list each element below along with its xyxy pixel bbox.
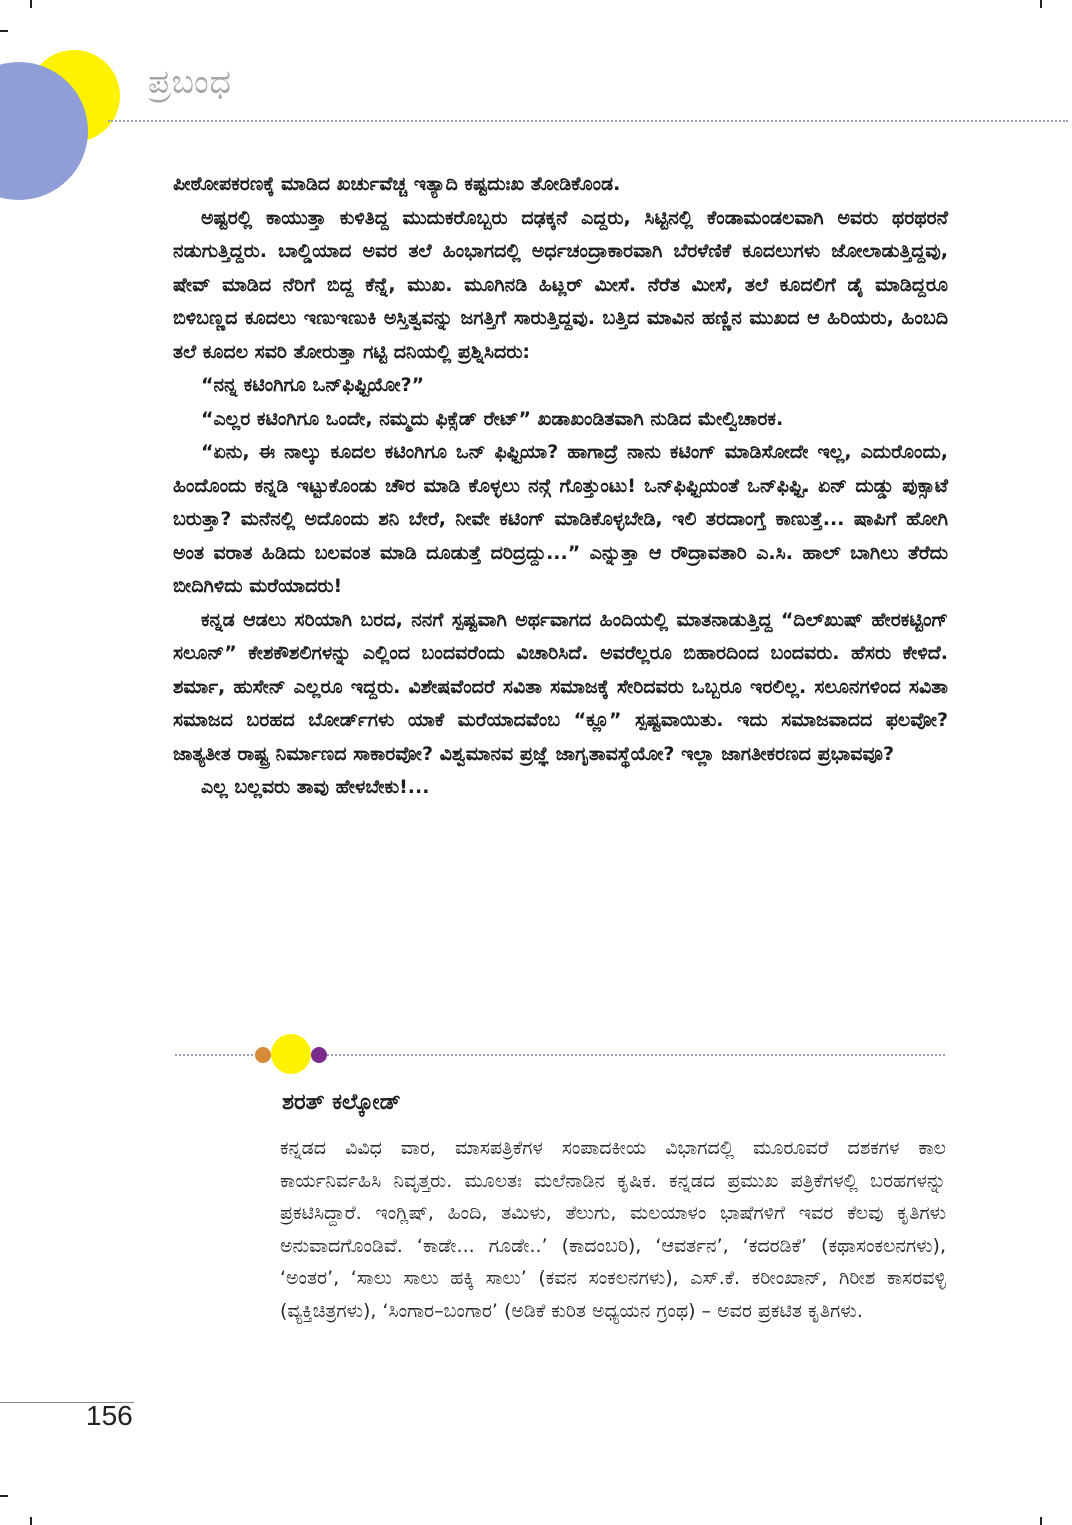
header-dotted-rule [108,120,1068,122]
author-name: ಶರತ್ ಕಲ್ಕೋಡ್ [282,1090,401,1115]
crop-mark-top-right [1040,0,1042,8]
crop-mark-bottom-left [30,1517,32,1525]
crop-mark-left-top [0,30,8,32]
section-title: ಪ್ರಬಂಧ [148,62,232,101]
crop-mark-top-left [30,0,32,8]
crop-mark-bottom-right [1040,1517,1042,1525]
author-bio: ಕನ್ನಡದ ವಿವಿಧ ವಾರ, ಮಾಸಪತ್ರಿಕೆಗಳ ಸಂಪಾದಕೀಯ ವಿಭಾಗದಲ್ಲಿ ಮೂರೂವರೆ ದಶಕಗಳ ಕಾಲ ಕಾರ್ಯನಿರ್ವಹಿಸಿ ನಿವೃತ್ತರು. ಮೂಲತಃ ಮಲೆನಾಡಿನ ಕೃಷಿಕ. ಕನ್ನಡದ ಪ್ರಮುಖ ಪತ್ರಿಕೆಗಳಲ್ಲಿ ಬರಹಗಳನ್ನು ಪ್ರಕಟಿಸಿದ್ದಾರೆ. ಇಂಗ್ಲಿಷ್, ಹಿಂದಿ, ತಮಿಳು, ತೆಲುಗು, ಮಲಯಾಳಂ ಭಾಷೆಗಳಿಗೆ ಇವರ ಕೆಲವು ಕೃತಿಗಳು ಅನುವಾದಗೊಂಡಿವೆ. ‘ಕಾಡೇ... ಗೂಡೇ..’ (ಕಾದಂಬರಿ), ‘ಆವರ್ತನ’, ‘ಕದರಡಿಕೆ’ (ಕಥಾಸಂಕಲನಗಳು), ‘ಅಂತರ’, ‘ಸಾಲು ಸಾಲು ಹಕ್ಕಿ ಸಾಲು’ (ಕವನ ಸಂಕಲನಗಳು), ಎಸ್.ಕೆ. ಕರೀಂಖಾನ್, ಗಿರೀಶ ಕಾಸರವಳ್ಳಿ (ವ್ಯಕ್ತಿಚಿತ್ರಗಳು), ‘ಸಿಂಗಾರ–ಬಂಗಾರ’ (ಅಡಿಕೆ ಕುರಿತ ಅಧ್ಯಯನ ಗ್ರಂಥ) – ಅವರ ಪ್ರಕಟಿತ ಕೃತಿಗಳು. [280,1137,946,1322]
essay-paragraph: “ನನ್ನ ಕಟಿಂಗಿಗೂ ಒನ್‌ಫಿಫ್ಟಿಯೋ?” [201,374,425,396]
essay-paragraph: “ಎಲ್ಲರ ಕಟಿಂಗಿಗೂ ಒಂದೇ, ನಮ್ಮದು ಫಿಕ್ಸೆಡ್ ರೇಟ್” ಖಡಾಖಂಡಿತವಾಗಿ ನುಡಿದ ಮೇಲ್ವಿಚಾರಕ. [201,407,784,430]
page-number: 156 [86,1400,133,1431]
essay-paragraph: ಕನ್ನಡ ಆಡಲು ಸರಿಯಾಗಿ ಬರದ, ನನಗೆ ಸ್ಪಷ್ಟವಾಗಿ ಅರ್ಥವಾಗದ ಹಿಂದಿಯಲ್ಲಿ ಮಾತನಾಡುತ್ತಿದ್ದ “ದಿಲ್‌ಖುಷ್ ಹೇರಕಟ್ಟಿಂಗ್ ಸಲೂನ್” ಕೇಶಕೌಶಲಿಗಳನ್ನು ಎಲ್ಲಿಂದ ಬಂದವರೆಂದು ವಿಚಾರಿಸಿದೆ. ಅವರೆಲ್ಲರೂ ಬಿಹಾರದಿಂದ ಬಂದವರು. ಹೆಸರು ಕೇಳಿದೆ. ಶರ್ಮಾ, ಹುಸೇನ್ ಎಲ್ಲರೂ ಇದ್ದರು. ವಿಶೇಷವೆಂದರೆ ಸವಿತಾ ಸಮಾಜಕ್ಕೆ ಸೇರಿದವರು ಒಬ್ಬರೂ ಇರಲಿಲ್ಲ. ಸಲೂನಗಳಿಂದ ಸವಿತಾ ಸಮಾಜದ ಬರಹದ ಬೋರ್ಡ್‌ಗಳು ಯಾಕೆ ಮರೆಯಾದವೆಂಬ “ಕ್ಲೂ” ಸ್ಪಷ್ಟವಾಯಿತು. ಇದು ಸಮಾಜವಾದದ ಫಲವೋ? ಜಾತ್ಯತೀತ ರಾಷ್ಟ್ರ ನಿರ್ಮಾಣದ ಸಾಕಾರವೋ? ವಿಶ್ವಮಾನವ ಪ್ರಜ್ಞೆ ಜಾಗೃತಾವಸ್ಥೆಯೋ? ಇಲ್ಲಾ ಜಾಗತೀಕರಣದ ಪ್ರಭಾವವೂ? [173,608,948,765]
decorative-orange-dot [255,1047,271,1063]
essay-body [173,168,948,805]
essay-paragraph: ಎಲ್ಲ ಬಲ್ಲವರು ತಾವು ಹೇಳಬೇಕು!... [201,776,430,798]
decorative-purple-dot [311,1047,327,1063]
essay-paragraph: ಅಷ್ಟರಲ್ಲಿ ಕಾಯುತ್ತಾ ಕುಳಿತಿದ್ದ ಮುದುಕರೊಬ್ಬರು ದಢಕ್ಕನೆ ಎದ್ದರು, ಸಿಟ್ಟಿನಲ್ಲಿ ಕೆಂಡಾಮಂಡಲವಾಗಿ ಅವರು ಥರಥರನೆ ನಡುಗುತ್ತಿದ್ದರು. ಬಾಲ್ಡಿಯಾದ ಅವರ ತಲೆ ಹಿಂಭಾಗದಲ್ಲಿ ಅರ್ಧಚಂದ್ರಾಕಾರವಾಗಿ ಬೆರಳೆಣಿಕೆ ಕೂದಲುಗಳು ಜೋಲಾಡುತ್ತಿದ್ದವು, ಷೇವ್ ಮಾಡಿದ ನೆರಿಗೆ ಬಿದ್ದ ಕೆನ್ನೆ, ಮುಖ. ಮೂಗಿನಡಿ ಹಿಟ್ಲರ್ ಮೀಸೆ. ನೆರೆತ ಮೀಸೆ, ತಲೆ ಕೂದಲಿಗೆ ಡೈ ಮಾಡಿದ್ದರೂ ಬಿಳಿಬಣ್ಣದ ಕೂದಲು ಇಣುಇಣುಕಿ ಅಸ್ತಿತ್ವವನ್ನು ಜಗತ್ತಿಗೆ ಸಾರುತ್ತಿದ್ದವು. ಬತ್ತಿದ ಮಾವಿನ ಹಣ್ಣಿನ ಮುಖದ ಆ ಹಿರಿಯರು, ಹಿಂಬದಿ ತಲೆ ಕೂದಲ ಸವರಿ ತೋರುತ್ತಾ ಗಟ್ಟಿ ದನಿಯಲ್ಲಿ ಪ್ರಶ್ನಿಸಿದರು: [173,206,948,363]
essay-paragraph: ಪೀಠೋಪಕರಣಕ್ಕೆ ಮಾಡಿದ ಖರ್ಚುವೆಚ್ಚ ಇತ್ಯಾದಿ ಕಷ್ಟದುಃಖ ತೋಡಿಕೊಂಡ. [173,173,621,195]
crop-mark-left-bottom [0,1495,8,1497]
essay-paragraph: “ಏನು, ಈ ನಾಲ್ಕು ಕೂದಲ ಕಟಿಂಗಿಗೂ ಒನ್ ಫಿಫ್ಟಿಯಾ? ಹಾಗಾದ್ರೆ ನಾನು ಕಟಿಂಗ್ ಮಾಡಿಸೋದೇ ಇಲ್ಲ, ಎದುರೊಂದು, ಹಿಂದೊಂದು ಕನ್ನಡಿ ಇಟ್ಟುಕೊಂಡು ಚೌರ ಮಾಡಿ ಕೊಳ್ಳಲು ನನ್ಗೆ ಗೊತ್ತುಂಟು! ಒನ್‌ಫಿಫ್ಟಿಯಂತೆ ಒನ್‌ಫಿಫ್ಟಿ. ಏನ್ ದುಡ್ಡು ಪುಕ್ಸಾಟೆ ಬರುತ್ತಾ? ಮನೆನಲ್ಲಿ ಅದೊಂದು ಶನಿ ಬೇರೆ, ನೀವೇ ಕಟಿಂಗ್ ಮಾಡಿಕೊಳ್ಳಬೇಡಿ, ಇಲಿ ತರದಾಂಗ್ತೆ ಕಾಣುತ್ತೆ... ಷಾಪಿಗೆ ಹೋಗಿ ಅಂತ ವರಾತ ಹಿಡಿದು ಬಲವಂತ ಮಾಡಿ ದೂಡುತ್ತೆ ದರಿದ್ರದ್ದು...” ಎನ್ನುತ್ತಾ ಆ ರೌದ್ರಾವತಾರಿ ಎ.ಸಿ. ಹಾಲ್ ಬಾಗಿಲು ತೆರೆದು ಬೀದಿಗಿಳಿದು ಮರೆಯಾದರು! [173,441,948,597]
decorative-yellow-dot [271,1034,311,1074]
